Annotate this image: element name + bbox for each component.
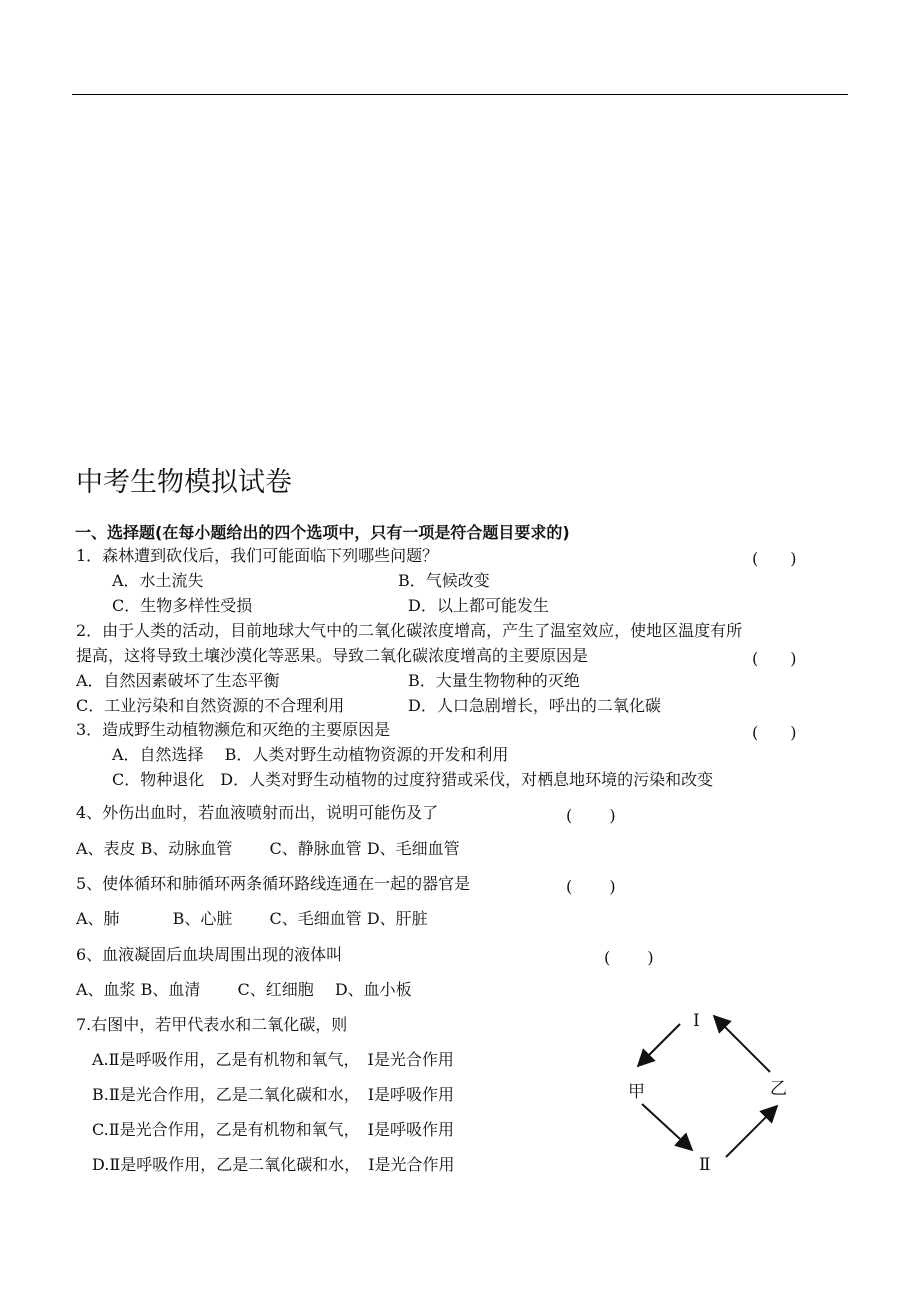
question-7-stem: 7.右图中，若甲代表水和二氧化碳，则 — [76, 1015, 348, 1034]
q7-option-d: D.Ⅱ是呼吸作用，乙是二氧化碳和水， Ⅰ是光合作用 — [92, 1155, 455, 1174]
q5-options: A、肺 B、心脏 C、毛细血管 D、肝脏 — [76, 909, 428, 928]
q4-options: A、表皮 B、动脉血管 C、静脉血管 D、毛细血管 — [76, 839, 460, 858]
arrow-top-to-left — [638, 1024, 680, 1066]
q2-option-c: C．工业污染和自然资源的不合理利用 — [76, 696, 345, 715]
q1-option-d: D．以上都可能发生 — [408, 596, 549, 615]
answer-blank-1[interactable]: ( ) — [752, 549, 797, 568]
question-2-stem-line2: 提高，这将导致土壤沙漠化等恶果。导致二氧化碳浓度增高的主要原因是 — [76, 646, 589, 665]
arrow-left-to-bottom — [642, 1104, 692, 1150]
q3-options-line1: A．自然选择 B．人类对野生动植物资源的开发和利用 — [112, 745, 509, 764]
diagram-node-left: 甲 — [628, 1082, 645, 1102]
q7-option-c: C.Ⅱ是光合作用，乙是有机物和氧气， Ⅰ是呼吸作用 — [92, 1120, 454, 1139]
q1-option-a: A．水土流失 — [112, 571, 204, 590]
question-6-stem: 6、血液凝固后血块周围出现的液体叫 — [76, 945, 343, 964]
diagram-node-bottom: Ⅱ — [699, 1155, 711, 1175]
q1-option-b: B．气候改变 — [398, 571, 490, 590]
arrow-right-to-top — [714, 1016, 770, 1072]
header-rule — [72, 94, 848, 95]
q3-options-line2: C．物种退化 D．人类对野生动植物的过度狩猎或采伐，对栖息地环境的污染和改变 — [112, 770, 714, 789]
diagram-node-top: Ⅰ — [693, 1011, 700, 1031]
q2-option-b: B．大量生物物种的灭绝 — [408, 671, 580, 690]
question-5-stem: 5、使体循环和肺循环两条循环路线连通在一起的器官是 — [76, 874, 471, 893]
answer-blank-2[interactable]: ( ) — [752, 649, 797, 668]
question-2-stem-line1: 2．由于人类的活动，目前地球大气中的二氧化碳浓度增高，产生了温室效应，使地区温度有所 — [76, 621, 743, 640]
q2-option-d: D．人口急剧增长，呼出的二氧化碳 — [408, 696, 661, 715]
q7-option-b: B.Ⅱ是光合作用，乙是二氧化碳和水， Ⅰ是呼吸作用 — [92, 1085, 455, 1104]
cycle-diagram — [600, 1000, 820, 1190]
answer-blank-3[interactable]: ( ) — [752, 723, 797, 742]
question-1-stem: 1．森林遭到砍伐后，我们可能面临下列哪些问题？ — [76, 546, 439, 565]
question-4-stem: 4、外伤出血时，若血液喷射而出，说明可能伤及了 — [76, 803, 439, 822]
diagram-node-right: 乙 — [770, 1079, 787, 1099]
q6-options: A、血浆 B、血清 C、红细胞 D、血小板 — [76, 980, 412, 999]
q1-option-c: C．生物多样性受损 — [112, 596, 253, 615]
answer-blank-5[interactable]: ( ) — [566, 877, 616, 896]
answer-blank-6[interactable]: ( ) — [604, 948, 654, 967]
answer-blank-4[interactable]: ( ) — [566, 806, 616, 825]
section-heading: 一、选择题(在每小题给出的四个选项中，只有一项是符合题目要求的) — [75, 523, 570, 542]
q7-option-a: A.Ⅱ是呼吸作用，乙是有机物和氧气， Ⅰ是光合作用 — [92, 1050, 454, 1069]
arrow-bottom-to-right — [726, 1106, 777, 1157]
q2-option-a: A．自然因素破坏了生态平衡 — [76, 671, 280, 690]
question-3-stem: 3．造成野生动植物濒危和灭绝的主要原因是 — [76, 720, 391, 739]
page-title: 中考生物模拟试卷 — [76, 467, 292, 498]
